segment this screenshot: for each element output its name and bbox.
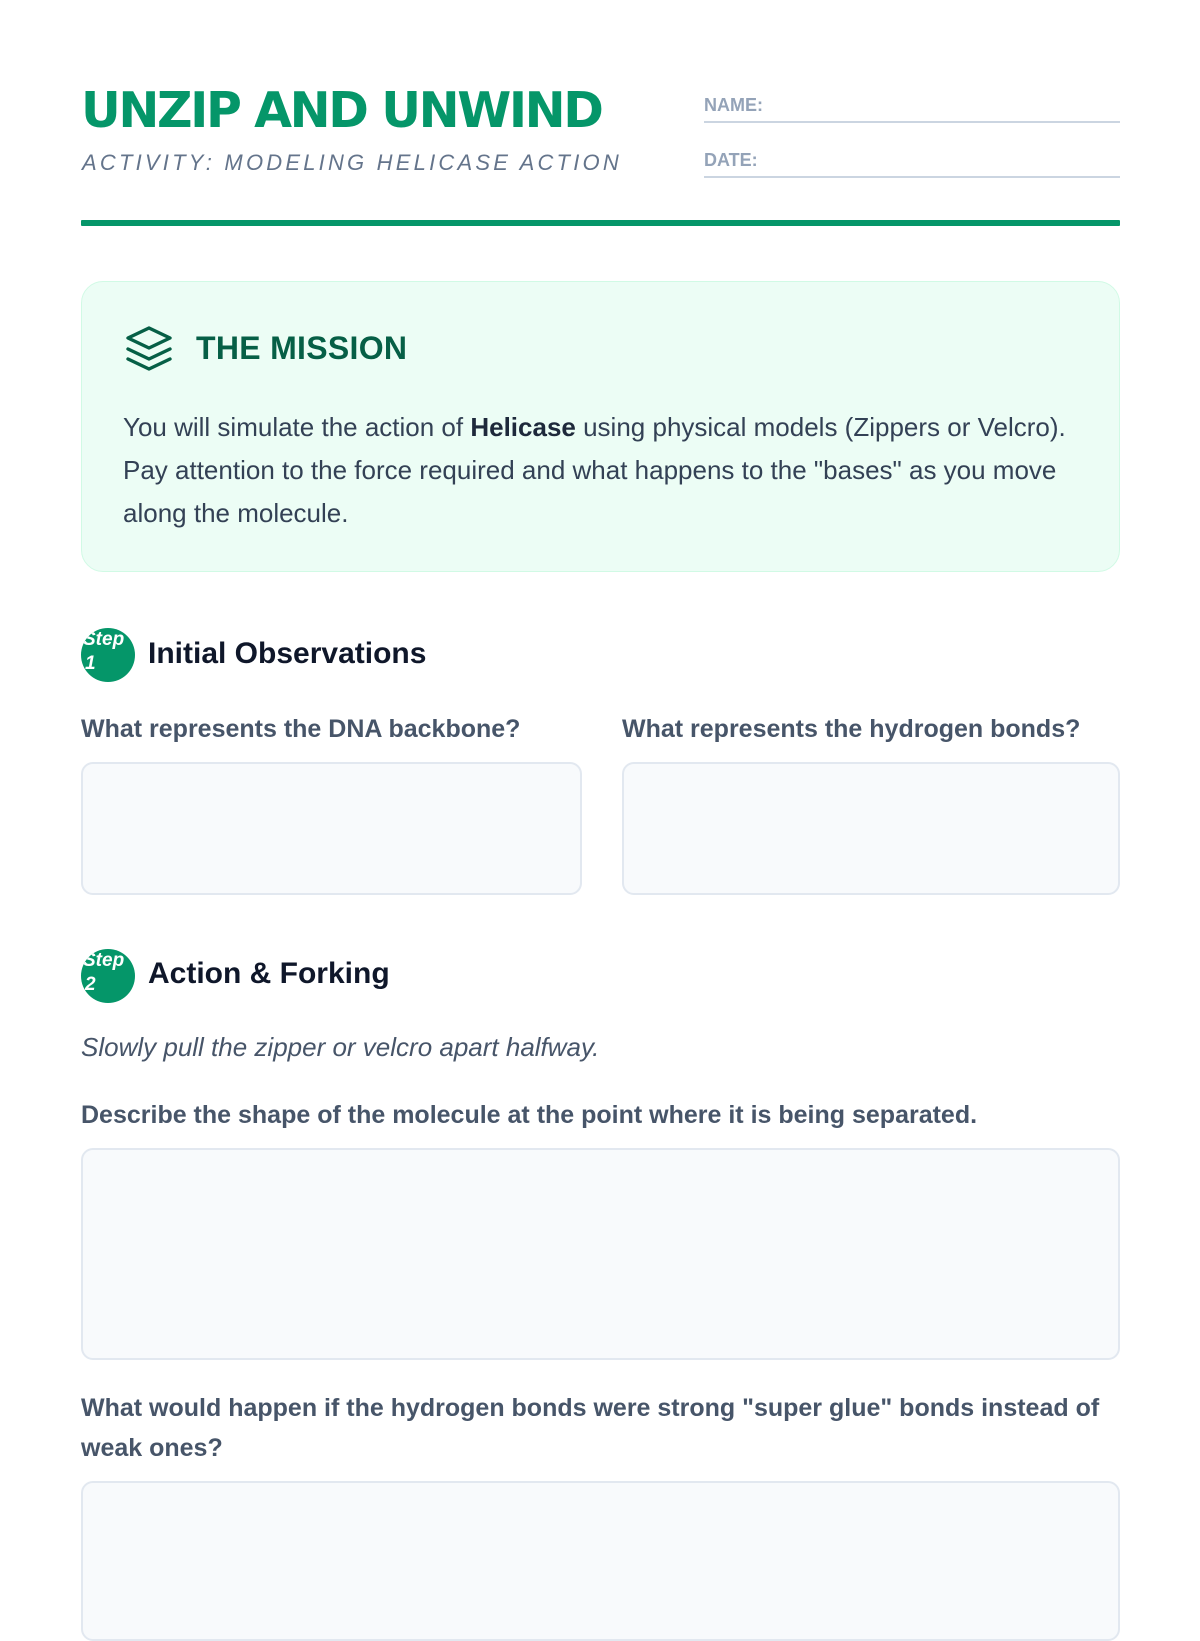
mission-text-keyword: Helicase (470, 412, 576, 442)
page-subtitle: ACTIVITY: MODELING HELICASE ACTION (82, 150, 622, 175)
question-hydrogen-bonds: What represents the hydrogen bonds? (622, 715, 1081, 743)
answer-box-fork-shape[interactable] (81, 1148, 1120, 1360)
date-field[interactable] (704, 150, 1120, 178)
layers-icon (123, 323, 175, 375)
page-title: UNZIP AND UNWIND (81, 82, 602, 139)
question-super-glue: What would happen if the hydrogen bonds were strong "super glue" bonds instead of weak ones? (81, 1394, 1100, 1462)
step-1-title: Initial Observations (148, 637, 427, 670)
mission-text-end: using physical models (Zippers or Velcro). Pay attention to the force required and what happens to the "bases" as you move along the molecule. (123, 412, 1066, 528)
mission-text (123, 406, 1083, 535)
mission-text-start: You will simulate the action of (123, 412, 471, 442)
name-field[interactable] (704, 95, 1120, 123)
step-2-title: Action & Forking (148, 957, 390, 990)
question-backbone: What represents the DNA backbone? (81, 715, 521, 743)
step-2-instruction: Slowly pull the zipper or velcro apart halfway. (81, 1032, 600, 1062)
header-divider (81, 220, 1120, 226)
answer-box-super-glue[interactable] (81, 1481, 1120, 1641)
date-label: DATE: (704, 150, 758, 170)
answer-box-hydrogen-bonds[interactable] (622, 762, 1120, 895)
step-2-badge-number: 2 (85, 974, 96, 995)
step-2-badge-word: Step (83, 950, 125, 971)
step-1-badge-word: Step (83, 629, 125, 650)
mission-box (81, 281, 1120, 572)
name-label: NAME: (704, 95, 763, 115)
step-2-badge (81, 949, 135, 1003)
question-fork-shape: Describe the shape of the molecule at the point where it is being separated. (81, 1101, 978, 1129)
step-1-badge (81, 628, 135, 682)
step-1-badge-number: 1 (85, 653, 96, 674)
mission-title: THE MISSION (196, 330, 408, 366)
answer-box-backbone[interactable] (81, 762, 582, 895)
